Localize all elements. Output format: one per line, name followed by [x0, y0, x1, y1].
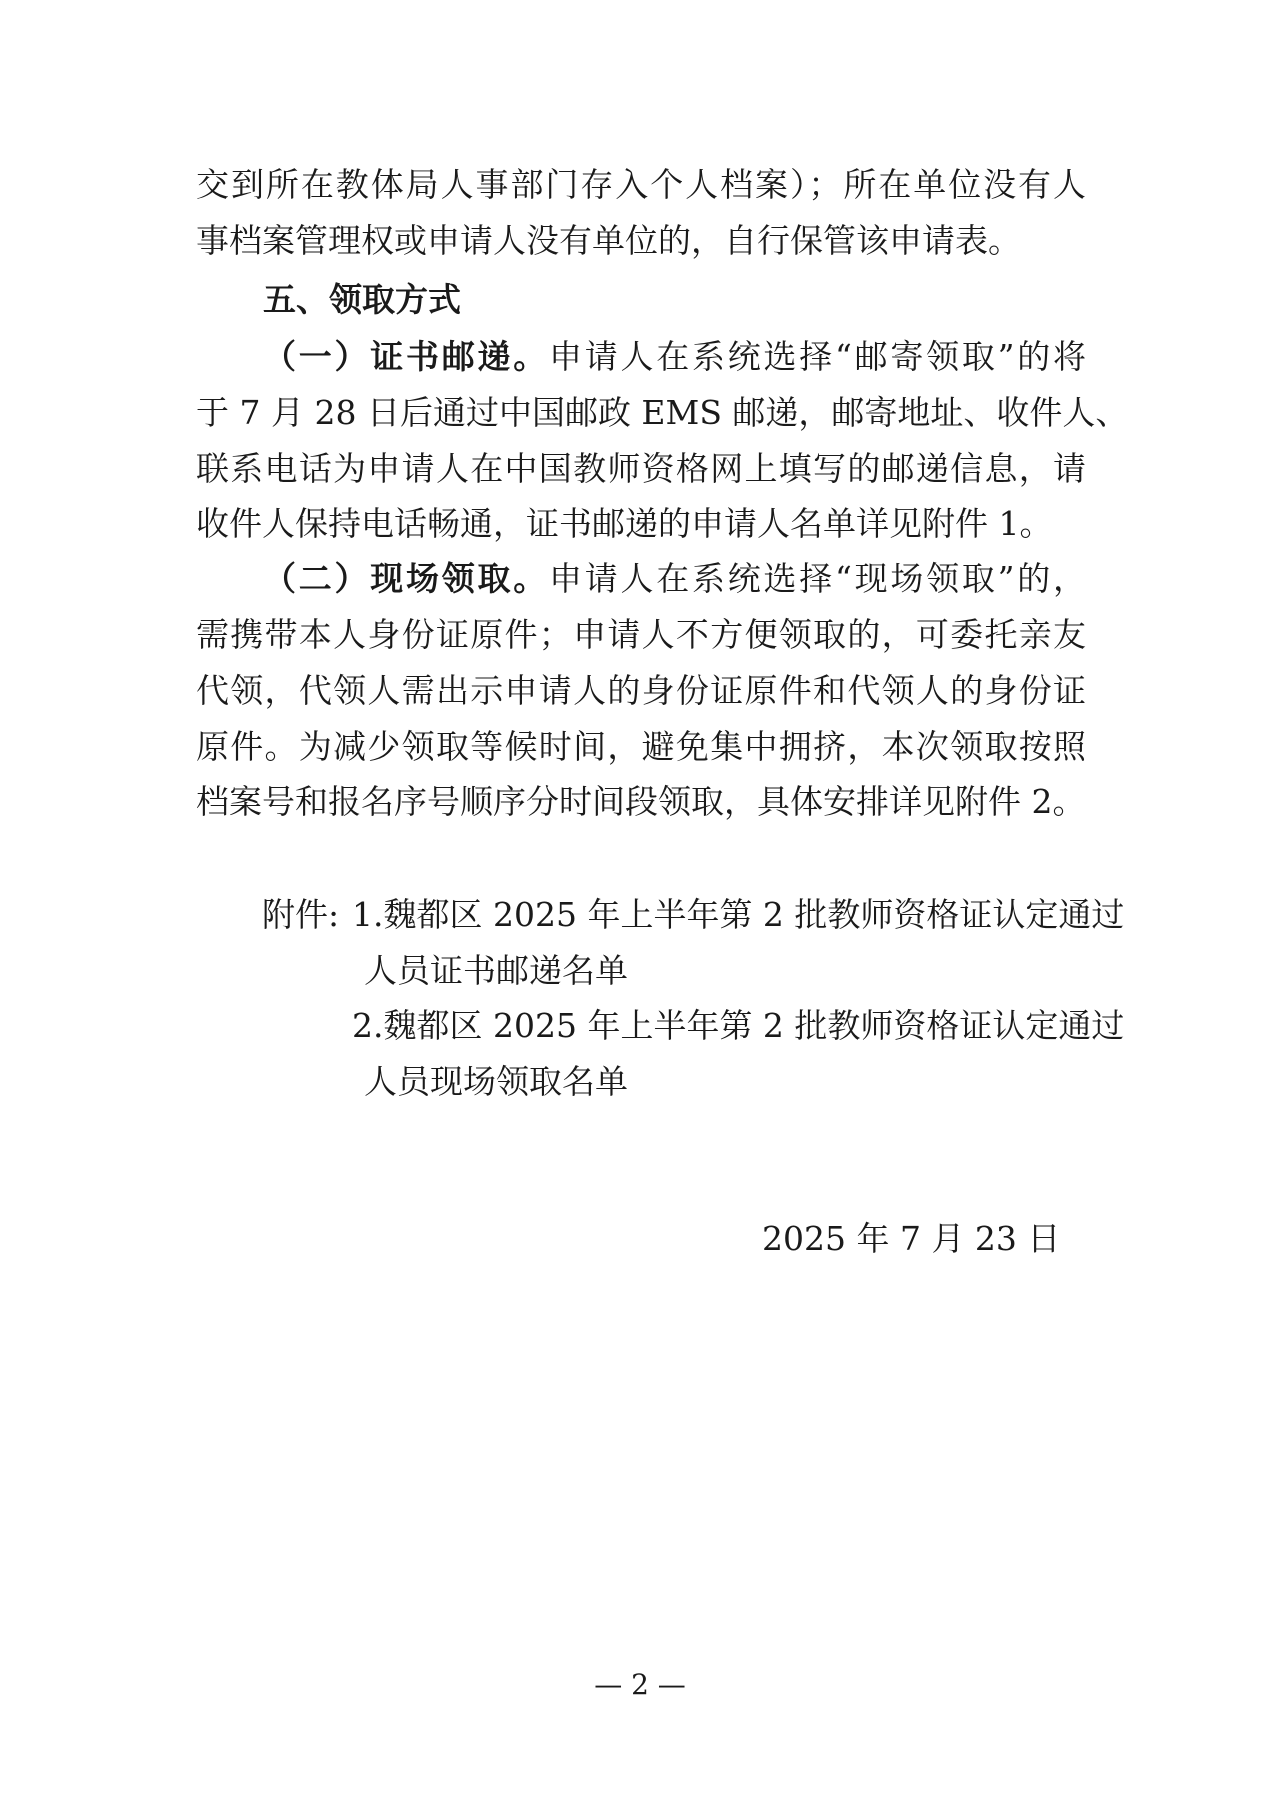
paragraph-3-heading: （二）现场领取。	[263, 559, 549, 598]
attachments-label: 附件:	[262, 895, 340, 934]
paragraph-2-line-1-text: 申请人在系统选择“邮寄领取”的将	[549, 337, 1086, 376]
paragraph-1-line-2: 事档案管理权或申请人没有单位的，自行保管该申请表。	[196, 221, 1021, 260]
attachment-1-line-1: 1.魏都区 2025 年上半年第 2 批教师资格证认定通过	[352, 895, 1125, 934]
paragraph-2-line-2: 于 7 月 28 日后通过中国邮政 EMS 邮递，邮寄地址、收件人、	[196, 393, 1129, 432]
paragraph-3-line-2: 需携带本人身份证原件；申请人不方便领取的，可委托亲友	[196, 615, 1086, 654]
paragraph-2-line-4: 收件人保持电话畅通，证书邮递的申请人名单详见附件 1。	[196, 504, 1053, 543]
paragraph-2-line-3: 联系电话为申请人在中国教师资格网上填写的邮递信息，请	[196, 449, 1086, 488]
section-heading: 五、领取方式	[263, 280, 461, 319]
paragraph-3-line-4: 原件。为减少领取等候时间，避免集中拥挤，本次领取按照	[196, 727, 1086, 766]
attachment-2-line-2: 人员现场领取名单	[364, 1062, 628, 1101]
paragraph-3-line-1	[263, 557, 1086, 601]
paragraph-3-line-1-text: 申请人在系统选择“现场领取”的，	[549, 559, 1086, 598]
document-date: 2025 年 7 月 23 日	[762, 1219, 1061, 1258]
attachment-2-line-1: 2.魏都区 2025 年上半年第 2 批教师资格证认定通过	[352, 1006, 1125, 1045]
paragraph-1-line-1: 交到所在教体局人事部门存入个人档案）；所在单位没有人	[196, 165, 1086, 204]
paragraph-2-line-1	[263, 335, 1086, 379]
paragraph-2-heading: （一）证书邮递。	[263, 337, 549, 376]
page-number: — 2 —	[594, 1668, 686, 1701]
paragraph-3-line-5: 档案号和报名序号顺序分时间段领取，具体安排详见附件 2。	[196, 782, 1086, 821]
attachment-1-line-2: 人员证书邮递名单	[364, 951, 628, 990]
paragraph-3-line-3: 代领，代领人需出示申请人的身份证原件和代领人的身份证	[196, 671, 1086, 710]
